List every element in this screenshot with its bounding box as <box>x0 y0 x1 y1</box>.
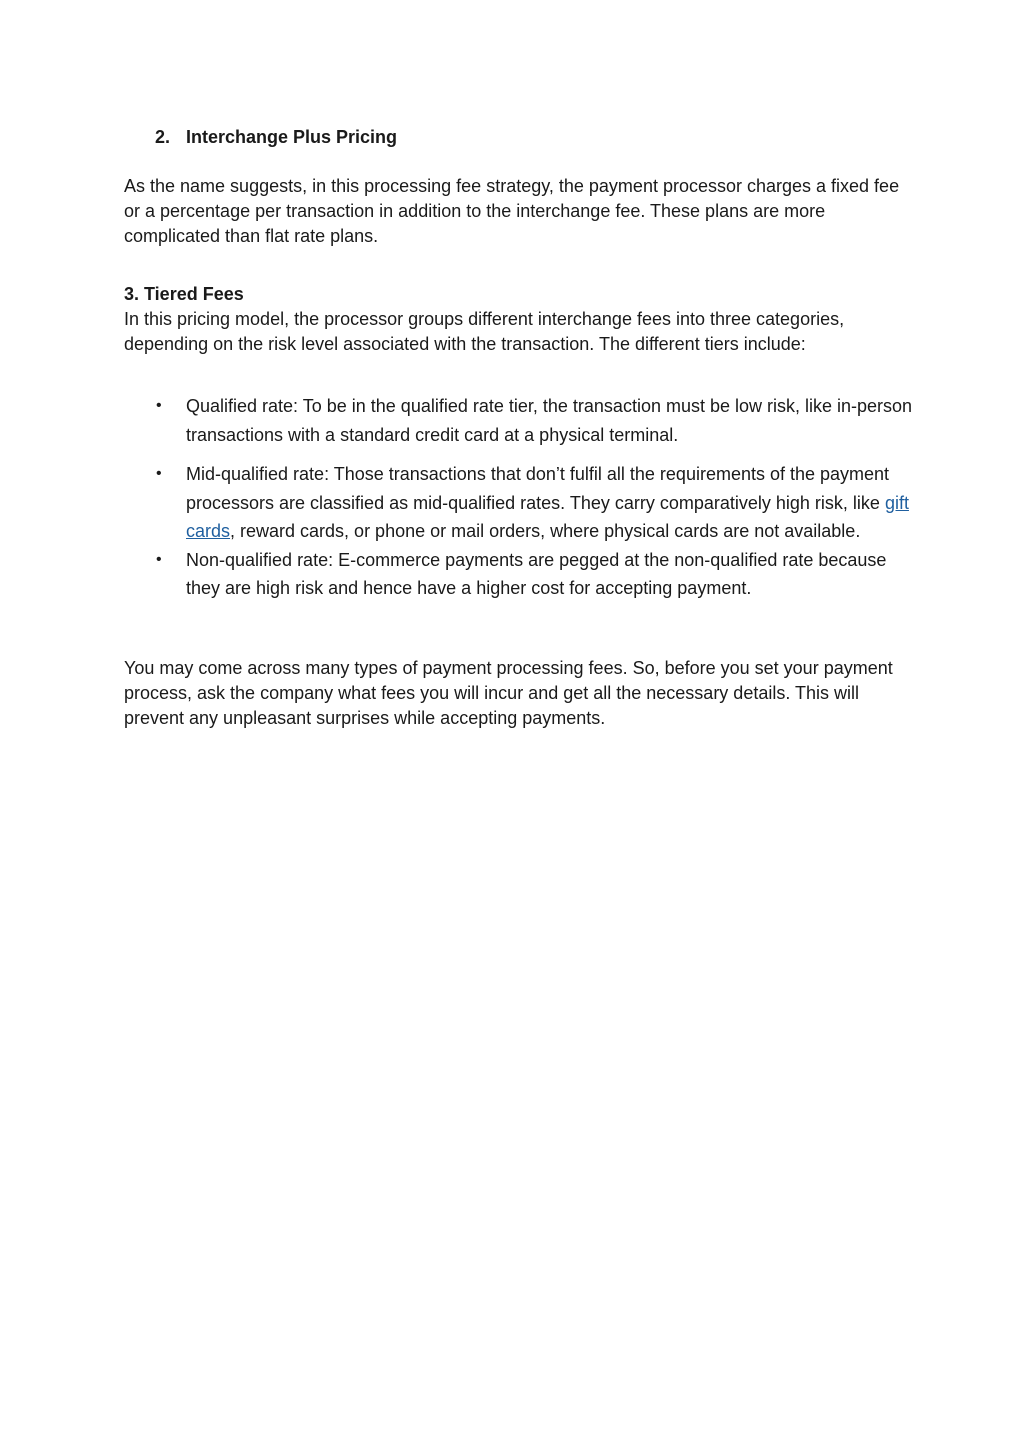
list-item <box>124 460 914 546</box>
section-2-title: Interchange Plus Pricing <box>186 127 398 147</box>
list-item-text: Qualified rate: To be in the qualified rate tier, the transaction must be low risk, like in-person transactions with a standard credit card at a physical terminal. <box>186 396 913 445</box>
bullet-icon: • <box>156 397 162 414</box>
list-item <box>124 392 914 449</box>
list-item <box>124 546 914 603</box>
tier-list <box>124 392 914 603</box>
list-item-text-before: Mid-qualified rate: Those transactions that don’t fulfil all the requirements of the payment processors are classified as mid-qualified rates. They carry comparatively high risk, like <box>186 464 890 513</box>
list-item-text-after: , reward cards, or phone or mail orders, where physical cards are not available. <box>230 521 861 541</box>
list-item-text: Non-qualified rate: E-commerce payments are pegged at the non-qualified rate because they are high risk and hence have a higher cost for accepting payment. <box>186 549 887 598</box>
section-2-number: 2. <box>155 127 171 147</box>
section-2-paragraph: As the name suggests, in this processing fee strategy, the payment processor charges a fixed fee or a percentage per transaction in addition to the interchange fee. These plans are more complicated than flat rate plans. <box>124 176 900 246</box>
gift-cards-link[interactable]: gift cards <box>186 492 909 541</box>
section-2-heading <box>155 124 397 150</box>
section-3-heading: 3. Tiered Fees <box>124 284 244 304</box>
closing-paragraph: You may come across many types of payment processing fees. So, before you set your payment process, ask the company what fees you will incur and get all the necessary details. This will prevent any unpleasant surprises while accepting payments. <box>124 658 893 728</box>
section-3-intro: In this pricing model, the processor groups different interchange fees into three categories, depending on the risk level associated with the transaction. The different tiers include: <box>124 309 845 354</box>
bullet-icon: • <box>156 550 162 568</box>
bullet-icon: • <box>156 465 162 482</box>
